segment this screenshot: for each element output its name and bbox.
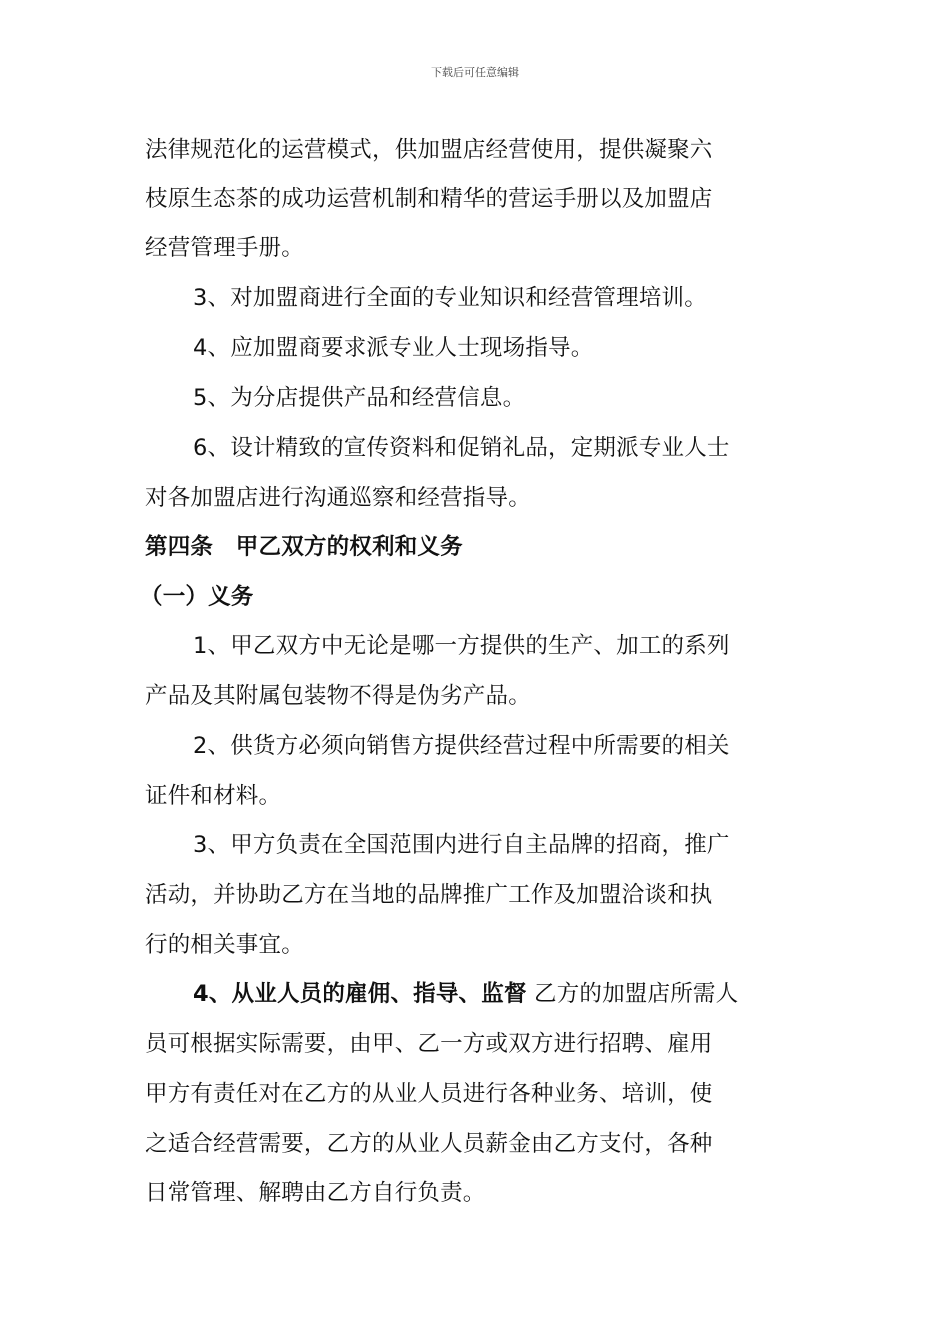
list-item-5: 5、为分店提供产品和经营信息。 — [193, 385, 526, 411]
page-header: 下载后可任意编辑 — [431, 66, 519, 79]
list-item-6: 6、设计精致的宣传资料和促销礼品，定期派专业人士 — [193, 435, 730, 461]
paragraph-line: 证件和材料。 — [145, 783, 282, 809]
paragraph-line: 之适合经营需要，乙方的从业人员薪金由乙方支付，各种 — [145, 1131, 713, 1157]
paragraph-line: 日常管理、解聘由乙方自行负责。 — [145, 1180, 486, 1206]
paragraph-line: 甲方有责任对在乙方的从业人员进行各种业务、培训，使 — [145, 1081, 713, 1107]
subsection-heading: （一）义务 — [140, 584, 254, 610]
list-item-4: 4、应加盟商要求派专业人士现场指导。 — [193, 335, 594, 361]
item-text: 乙方的加盟店所需人 — [526, 981, 739, 1007]
paragraph-line: 对各加盟店进行沟通巡察和经营指导。 — [145, 485, 531, 511]
obligation-item-2: 2、供货方必须向销售方提供经营过程中所需要的相关 — [193, 733, 730, 759]
paragraph-line: 员可根据实际需要，由甲、乙一方或双方进行招聘、雇用 — [145, 1031, 713, 1057]
item-title-bold: 4、从业人员的雇佣、指导、监督 — [193, 981, 527, 1007]
list-item-3: 3、对加盟商进行全面的专业知识和经营管理培训。 — [193, 285, 707, 311]
paragraph-line: 行的相关事宜。 — [145, 932, 304, 958]
obligation-item-3: 3、甲方负责在全国范围内进行自主品牌的招商，推广 — [193, 832, 730, 858]
section-heading: 第四条 甲乙双方的权利和义务 — [145, 534, 463, 560]
paragraph-line: 法律规范化的运营模式，供加盟店经营使用，提供凝聚六 — [145, 137, 713, 163]
obligation-item-4 — [193, 979, 863, 1009]
paragraph-line: 产品及其附属包装物不得是伪劣产品。 — [145, 683, 531, 709]
paragraph-line: 枝原生态茶的成功运营机制和精华的营运手册以及加盟店 — [145, 186, 713, 212]
obligation-item-1: 1、甲乙双方中无论是哪一方提供的生产、加工的系列 — [193, 633, 730, 659]
paragraph-line: 活动，并协助乙方在当地的品牌推广工作及加盟洽谈和执 — [145, 882, 713, 908]
paragraph-line: 经营管理手册。 — [145, 235, 304, 261]
